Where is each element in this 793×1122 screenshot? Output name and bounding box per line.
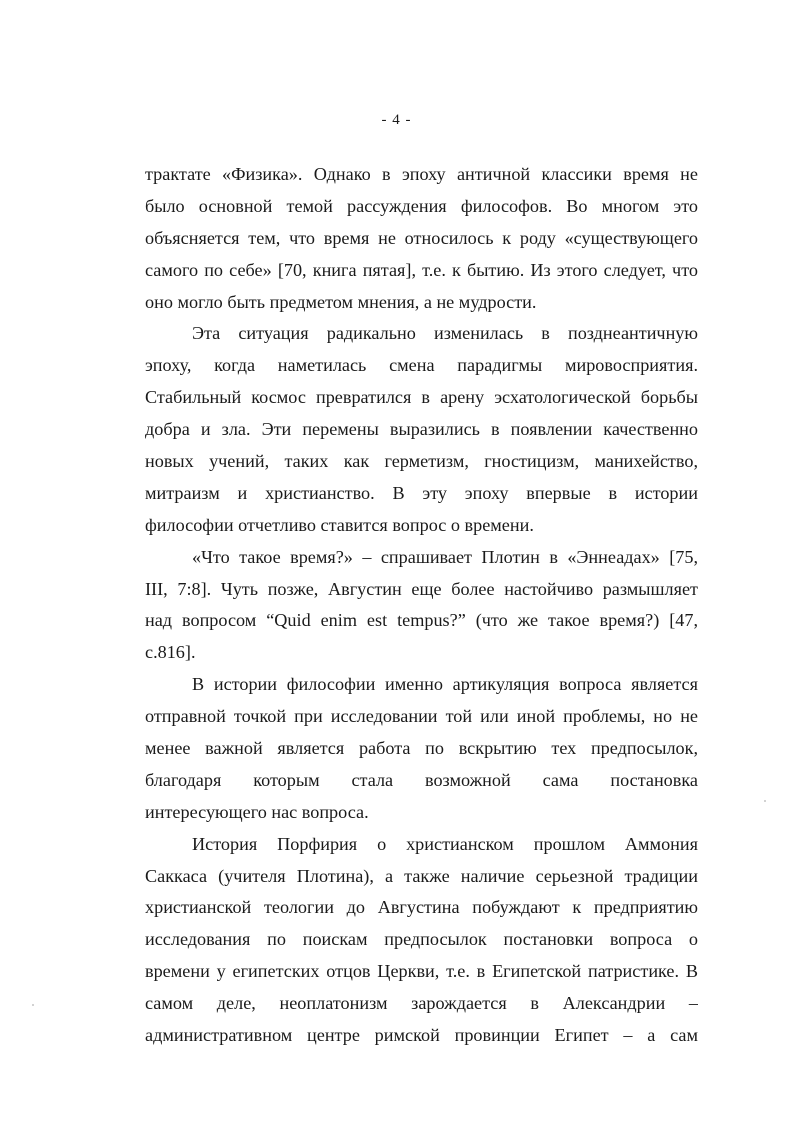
text-line: с.816]. — [145, 642, 196, 663]
scan-speck — [764, 800, 766, 802]
text-line: отправной точкой при исследовании той или иной проблемы, но не — [145, 706, 698, 727]
text-line: трактате «Физика». Однако в эпоху античной классики время не — [145, 164, 698, 184]
text-line: «Что такое время?» – спрашивает Плотин в «Эннеадах» [75, — [192, 546, 698, 567]
text-line: самом деле, неоплатонизм зарождается в Александрии – — [145, 993, 698, 1014]
text-line: менее важной является работа по вскрытию тех предпосылок, — [145, 738, 698, 759]
text-line: благодаря которым стала возможной сама постановка — [145, 769, 698, 790]
text-line: Эта ситуация радикально изменилась в позднеантичную — [192, 323, 698, 344]
text-line: В истории философии именно артикуляция вопроса является — [192, 674, 698, 695]
text-line: Стабильный космос превратился в арену эсхатологической борьбы — [145, 387, 698, 408]
text-line: философии отчетливо ставится вопрос о времени. — [145, 514, 534, 535]
text-line: над вопросом “Quid enim est tempus?” (что же такое время?) [47, — [145, 610, 698, 631]
text-line: добра и зла. Эти перемены выразились в появлении качественно — [145, 419, 698, 440]
text-line: самого по себе» [70, книга пятая], т.е. к бытию. Из этого следует, что — [145, 259, 698, 280]
text-line: христианской теологии до Августина побуждают к предприятию — [145, 897, 698, 918]
text-line: было основной темой рассуждения философов. Во многом это — [145, 195, 698, 216]
text-line: новых учений, таких как герметизм, гностицизм, манихейство, — [145, 451, 698, 472]
scan-speck — [32, 1004, 34, 1006]
text-line: административном центре римской провинции Египет – а сам — [145, 1025, 698, 1046]
text-line: История Порфирия о христианском прошлом Аммония — [192, 833, 698, 854]
text-line: митраизм и христианство. В эту эпоху впервые в истории — [145, 482, 698, 503]
text-line: интересующего нас вопроса. — [145, 801, 369, 822]
text-line: оно могло быть предметом мнения, а не мудрости. — [145, 291, 537, 312]
text-line: исследования по поискам предпосылок постановки вопроса о — [145, 929, 698, 950]
text-line: времени у египетских отцов Церкви, т.е. в Египетской патристике. В — [145, 961, 698, 982]
text-line: III, 7:8]. Чуть позже, Августин еще более настойчиво размышляет — [145, 578, 698, 599]
page-number: - 4 - — [381, 112, 412, 128]
text-body — [145, 159, 698, 1052]
text-line: эпоху, когда наметилась смена парадигмы мировосприятия. — [145, 355, 698, 376]
text-line: объясняется тем, что время не относилось к роду «существующего — [145, 227, 698, 248]
text-line: Саккаса (учителя Плотина), а также наличие серьезной традиции — [145, 865, 698, 886]
